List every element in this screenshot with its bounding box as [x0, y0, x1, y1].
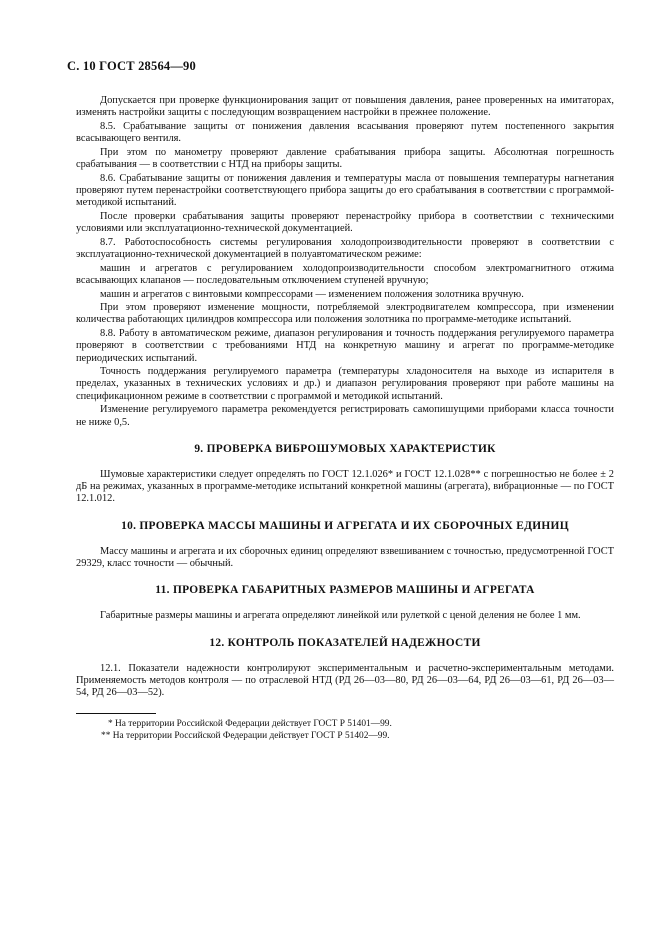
section-11-text: Габаритные размеры машины и агрегата определяют линейкой или рулеткой с ценой деления не более 1 мм.: [100, 610, 581, 622]
section-12-text: 12.1. Показатели надежности контролируют экспериментальным и расчетно-экспериментальным методами. Применяемость методов контроля — по отраслевой НТД (РД 26—03—80, РД 26—03—64, РД 26—03—61, РД 26—03—54, РД 26—03—52).: [76, 662, 614, 699]
section-11-heading: 11. ПРОВЕРКА ГАБАРИТНЫХ РАЗМЕРОВ МАШИНЫ И АГРЕГАТА: [155, 584, 535, 597]
paragraph: 8.7. Работоспособность системы регулирования холодопроизводительности проверяют в соответствии с эксплуатационно-технической документацией в полуавтоматическом режиме:: [76, 236, 614, 260]
page-header: С. 10 ГОСТ 28564—90: [67, 59, 196, 73]
section-12-heading: 12. КОНТРОЛЬ ПОКАЗАТЕЛЕЙ НАДЕЖНОСТИ: [209, 636, 481, 649]
footnote-1: * На территории Российской Федерации действует ГОСТ Р 51401—99.: [108, 719, 392, 730]
paragraph: После проверки срабатывания защиты проверяют перенастройку прибора в соответствии с техническими условиями или эксплуатационно-технической документацией.: [76, 210, 614, 235]
paragraph: Точность поддержания регулируемого параметра (температуры хладоносителя на выходе из испарителя в пределах, указанных в технических условиях и др.) и диапазон регулирования проверяют при работе машины на спецификационном режиме в соответствии с программой и методикой испытаний.: [76, 366, 614, 402]
paragraph: Допускается при проверке функционирования защит от повышения давления, ранее проверенных на имитаторах, изменять настройки защиты с последующим возвращением настройки в прежнее положение.: [76, 95, 614, 119]
page-content: [76, 95, 614, 742]
footnote-divider: [76, 713, 156, 714]
paragraph: При этом по манометру проверяют давление срабатывания прибора защиты. Абсолютная погрешность срабатывания — в соответствии с НТД на приборы защиты.: [76, 146, 614, 171]
footnote-2: ** На территории Российской Федерации действует ГОСТ Р 51402—99.: [101, 730, 390, 741]
paragraph: При этом проверяют изменение мощности, потребляемой электродвигателем компрессора, при изменении количества работающих цилиндров компрессора или положения золотника по программе-методике испытаний.: [76, 302, 614, 326]
section-10-text: Массу машины и агрегата и их сборочных единиц определяют взвешиванием с точностью, предусмотренной ГОСТ 29329, класс точности — обычный.: [76, 545, 614, 569]
section-9-text: Шумовые характеристики следует определять по ГОСТ 12.1.026* и ГОСТ 12.1.028** с погрешностью не более ± 2 дБ на режимах, указанных в программе-методике испытаний конкретной машины (агрегата), вибрационные — по ГОСТ 12.1.012.: [76, 468, 614, 505]
section-9-heading: 9. ПРОВЕРКА ВИБРОШУМОВЫХ ХАРАКТЕРИСТИК: [194, 442, 496, 455]
paragraph: машин и агрегатов с винтовыми компрессорами — изменением положения золотника вручную.: [100, 288, 524, 300]
paragraph: 8.8. Работу в автоматическом режиме, диапазон регулирования и точность поддержания регулируемого параметра проверяют в соответствии с требованиями НТД на конкретную машину и агрегат по программе-методике периодических испытаний.: [76, 328, 614, 364]
section-10-heading: 10. ПРОВЕРКА МАССЫ МАШИНЫ И АГРЕГАТА И ИХ СБОРОЧНЫХ ЕДИНИЦ: [121, 519, 569, 532]
paragraph: Изменение регулируемого параметра рекомендуется регистрировать самопишущими приборами класса точности не ниже 0,5.: [76, 404, 614, 428]
paragraph: машин и агрегатов с регулированием холодопроизводительности способом электромагнитного отжима всасывающих клапанов — последовательным отключением ступеней вручную;: [76, 262, 614, 286]
paragraph: 8.5. Срабатывание защиты от понижения давления всасывания проверяют путем постепенного закрытия всасывающего вентиля.: [76, 120, 614, 145]
paragraph: 8.6. Срабатывание защиты от понижения давления и температуры масла от повышения температуры нагнетания проверяют путем перенастройки соответствующего прибора защиты до его срабатывания в соответствии с программой-методикой испытаний.: [76, 172, 614, 209]
